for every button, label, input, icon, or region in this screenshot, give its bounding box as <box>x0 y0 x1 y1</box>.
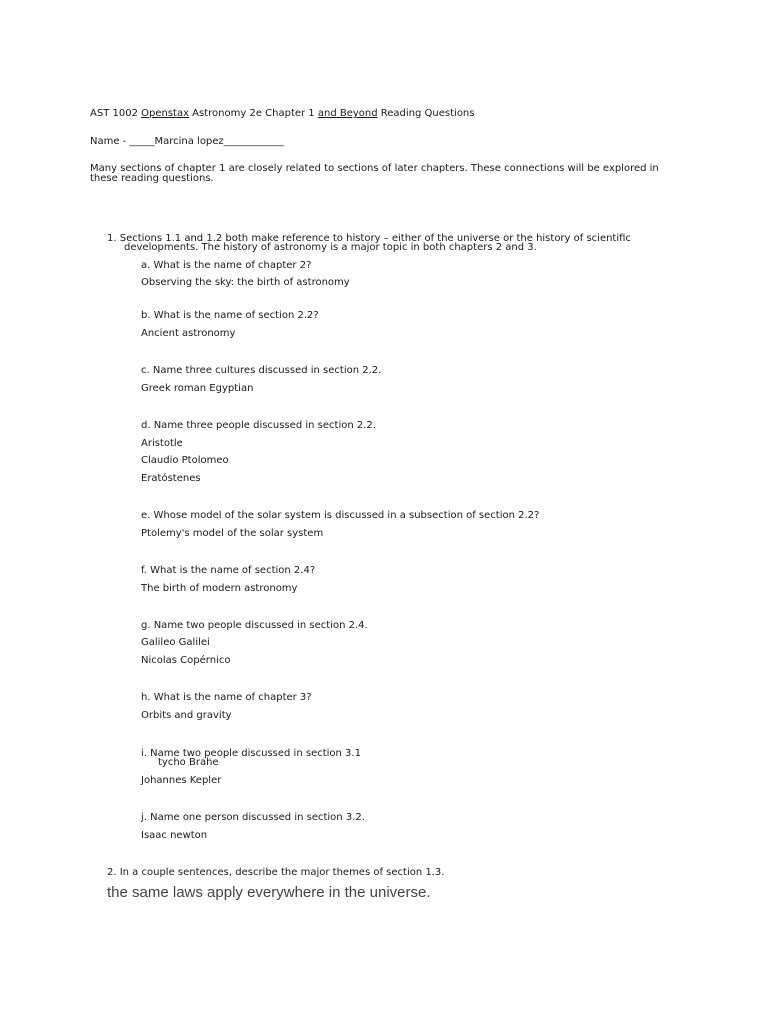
q1a-answer: Observing the sky: the birth of astronomy <box>141 277 350 288</box>
q1h-answer: Orbits and gravity <box>141 710 232 721</box>
q1d-answer-1: Aristotle <box>141 438 183 449</box>
q1i-question: i. Name two people discussed in section 3.1 <box>141 748 361 759</box>
document-title <box>90 108 474 120</box>
q1h-question: h. What is the name of chapter 3? <box>141 692 312 703</box>
title-suffix: Reading Questions <box>377 108 475 119</box>
title-mid: Astronomy 2e Chapter 1 <box>189 108 318 119</box>
q1d-answer-2: Claudio Ptolomeo <box>141 455 229 466</box>
q1j-answer: Isaac newton <box>141 830 208 841</box>
q2-answer: the same laws apply everywhere in the universe. <box>107 884 431 901</box>
title-and-beyond: and Beyond <box>317 108 378 119</box>
title-prefix: AST 1002 <box>90 108 142 119</box>
q1g-answer-2: Nicolas Copérnico <box>141 655 231 666</box>
title-openstax: Openstax <box>141 108 189 119</box>
q1d-answer-3: Eratóstenes <box>141 473 201 484</box>
q1i-answer-2: Johannes Kepler <box>141 775 222 786</box>
q1e-answer: Ptolemy's model of the solar system <box>141 528 324 539</box>
q1j-question: j. Name one person discussed in section 3.2. <box>141 812 365 823</box>
q1c-answer: Greek roman Egyptian <box>141 383 254 394</box>
q2-question: 2. In a couple sentences, describe the major themes of section 1.3. <box>107 867 445 878</box>
q1e-question: e. Whose model of the solar system is discussed in a subsection of section 2.2? <box>141 510 540 521</box>
q1c-question: c. Name three cultures discussed in section 2.2. <box>141 365 382 376</box>
q1f-answer: The birth of modern astronomy <box>141 583 298 594</box>
intro-line-1: Many sections of chapter 1 are closely related to sections of later chapters. These connections will be explored in <box>90 163 659 174</box>
q1b-question: b. What is the name of section 2.2? <box>141 310 319 321</box>
q1f-question: f. What is the name of section 2.4? <box>141 565 316 576</box>
q1-line-2: developments. The history of astronomy is a major topic in both chapters 2 and 3. <box>124 242 537 253</box>
q1b-answer: Ancient astronomy <box>141 328 236 339</box>
student-name-line: Name - _____Marcina lopez____________ <box>90 136 284 147</box>
intro-line-2: these reading questions. <box>90 173 214 184</box>
q1a-question: a. What is the name of chapter 2? <box>141 260 312 271</box>
q1g-question: g. Name two people discussed in section 2.4. <box>141 620 368 631</box>
q1i-answer-1: tycho Brahe <box>158 757 219 768</box>
q1-line-1: 1. Sections 1.1 and 1.2 both make reference to history – either of the universe or the history of scientific <box>107 233 631 244</box>
q1d-question: d. Name three people discussed in section 2.2. <box>141 420 376 431</box>
q1g-answer-1: Galileo Galilei <box>141 637 210 648</box>
